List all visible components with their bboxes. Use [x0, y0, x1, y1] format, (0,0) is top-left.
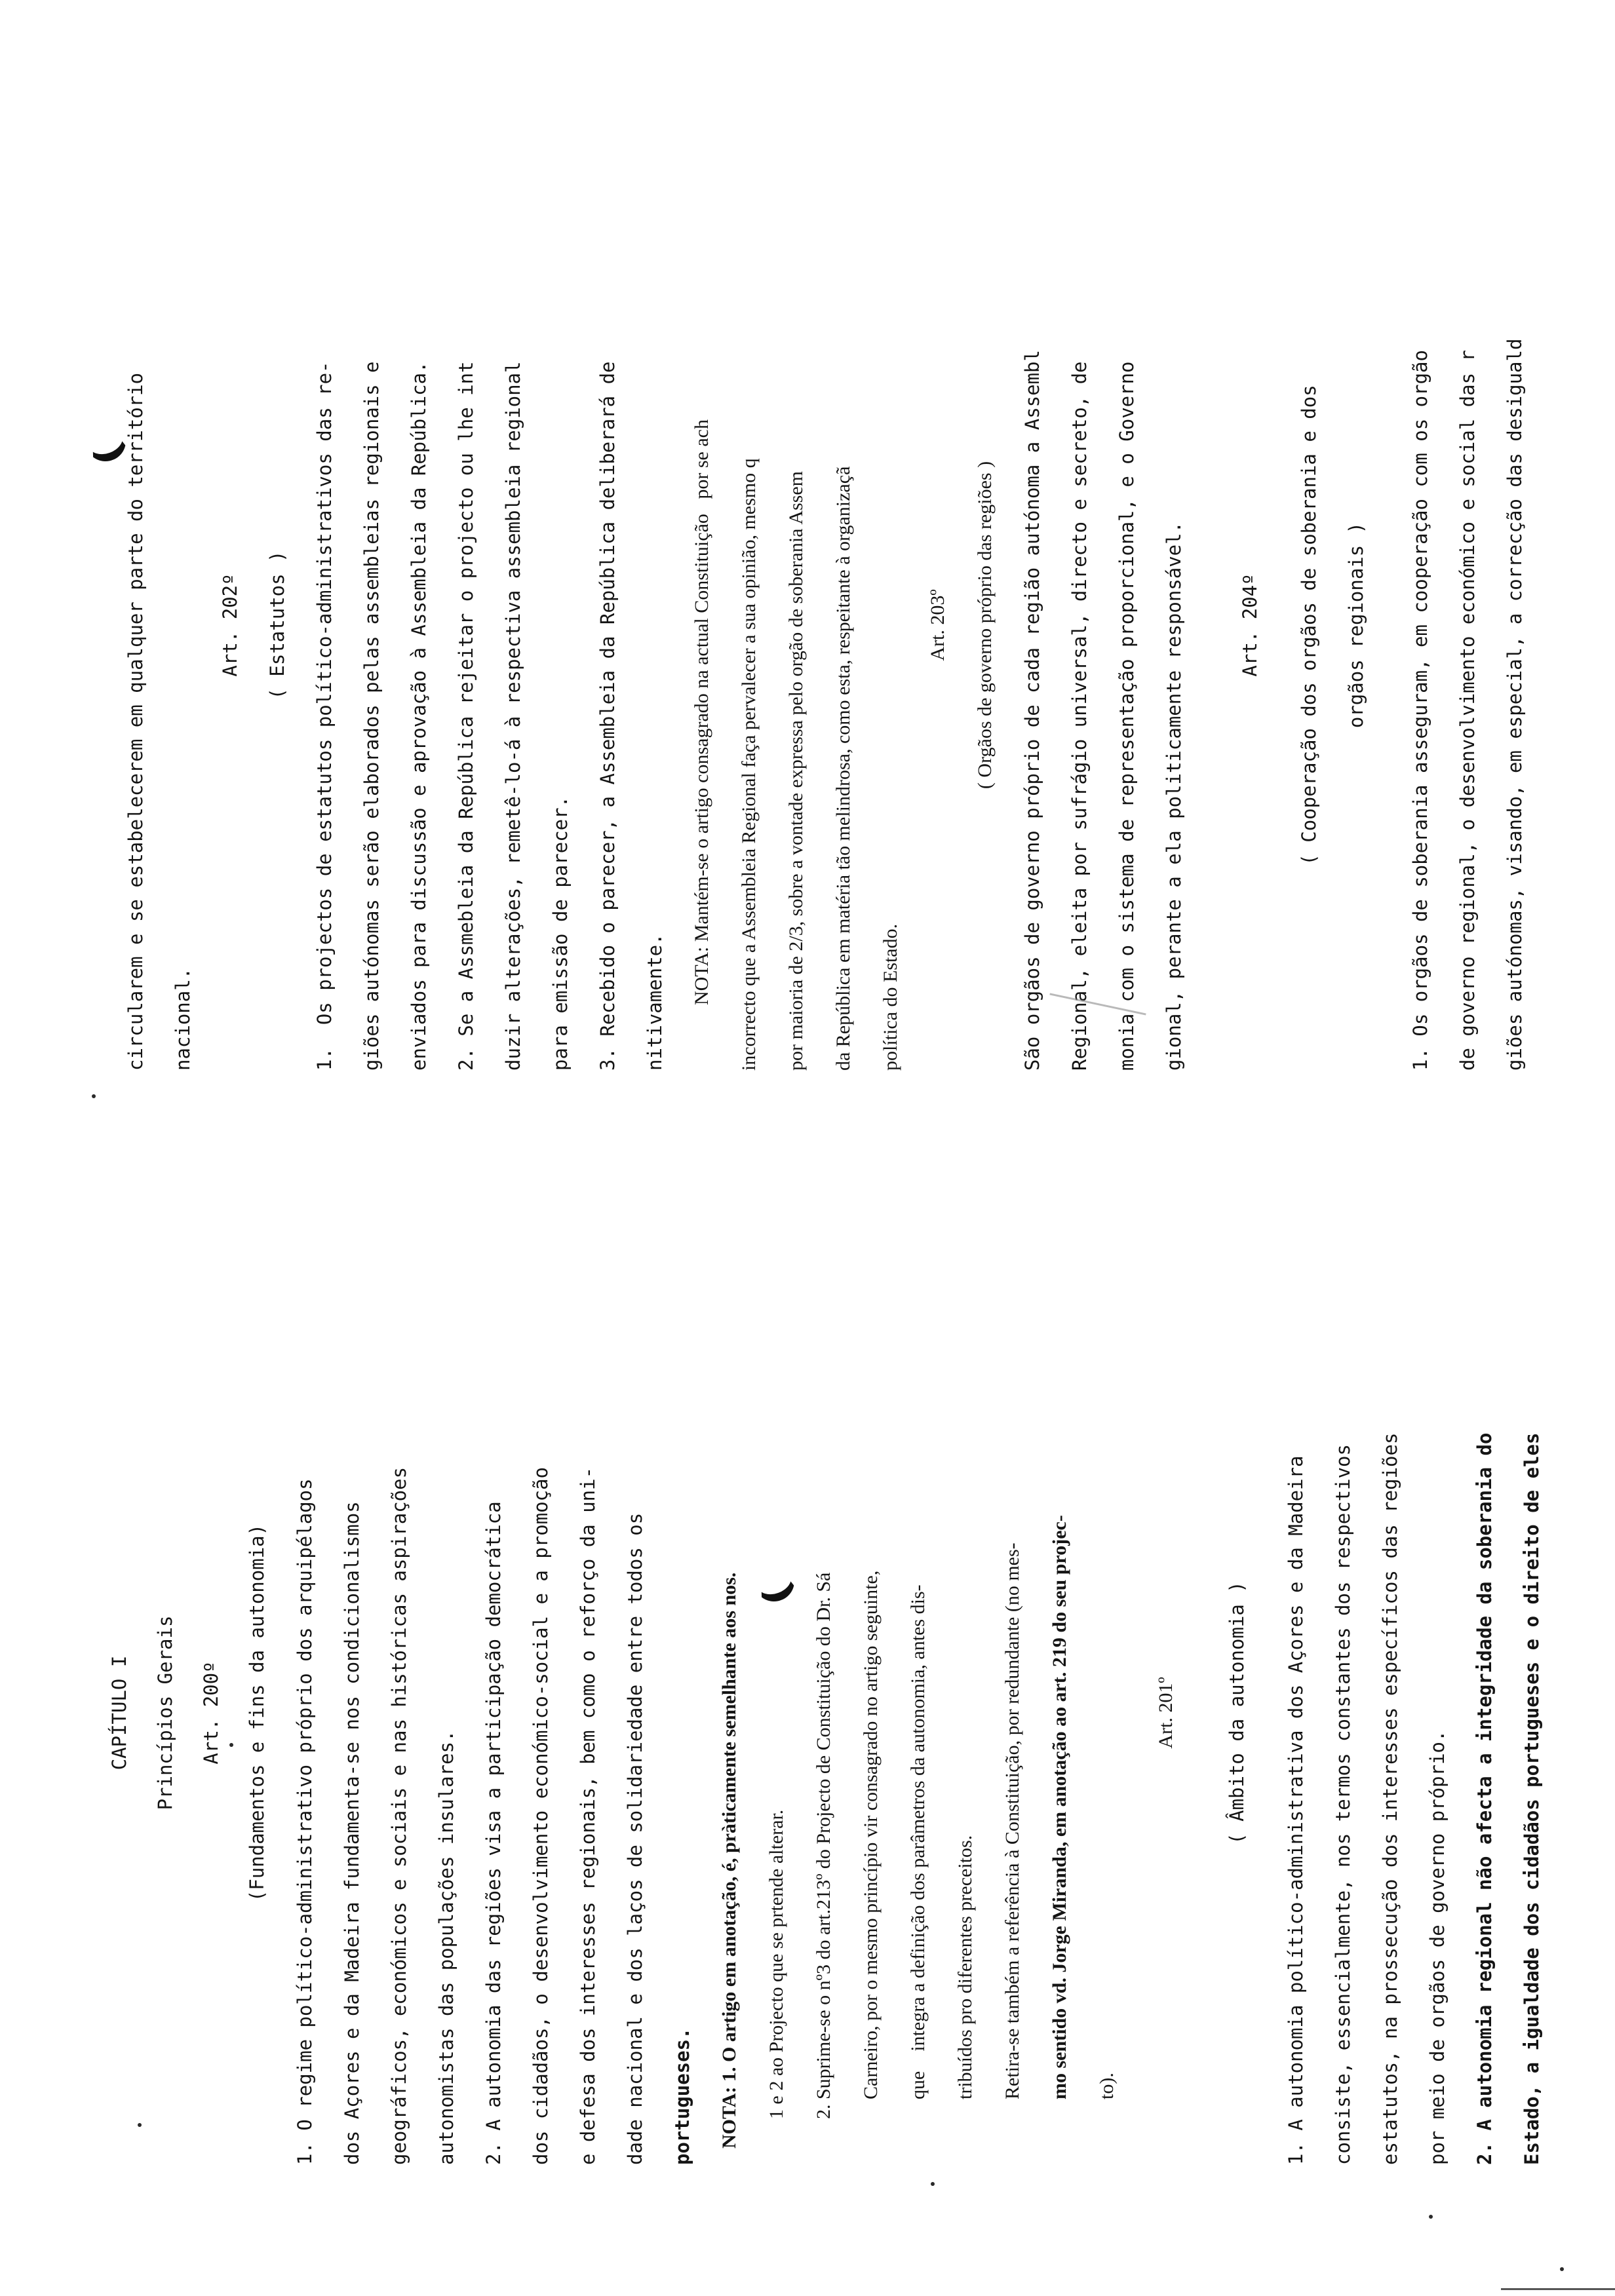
punch-hole-mark: [748, 1555, 800, 1607]
note-line: NOTA: Mantém-se o artigo consagrado na actual Constituição por se ach: [691, 419, 712, 1005]
article-subtitle: (Fundamentos e fins da autonomia): [246, 1523, 268, 1902]
article-text-line: São orgãos de governo próprio de cada região autónoma a Assembl: [1021, 350, 1043, 1071]
article-text-line: monia com o sistema de representação proporcional, e o Governo: [1116, 361, 1138, 1071]
note-line: Retira-se também a referência à Constituição, por redundante (no mes-: [1002, 1542, 1023, 2099]
article-text-line: 3. Recebido o parecer, a Assembleia da República deliberará de: [596, 361, 619, 1071]
article-heading: Art. 203º: [927, 589, 948, 661]
article-text-line: 1. Os projectos de estatutos político-administrativos das re-: [313, 361, 336, 1071]
article-text-line: enviados para discussão e aprovação à Assembleia da República.: [408, 361, 430, 1071]
continuation-line: nacional.: [172, 967, 194, 1071]
article-text-line: 2. A autonomia das regiões visa a participação democrática: [482, 1501, 505, 2165]
article-heading: Art. 202º: [219, 573, 241, 677]
article-text-line: duzir alterações, remetê-lo-á à respectiva assembleia regional: [502, 361, 524, 1071]
note-line: da República em matéria tão melindrosa, como esta, respeitante à organizaçã: [832, 466, 854, 1071]
scan-speck: [1560, 2267, 1564, 2271]
note-line: mo sentido vd. Jorge Miranda, em anotação ao art. 219 do seu projec-: [1049, 1515, 1070, 2099]
article-text-line: para emissão de parecer.: [549, 795, 572, 1071]
article-text-line: giões autónomas serão elaborados pelas assembleias regionais e: [360, 361, 383, 1071]
continuation-line: circularem e se estabelecerem em qualquer parte do território: [125, 372, 147, 1071]
scan-speck: [931, 2182, 935, 2186]
punch-hole-mark: [79, 415, 131, 467]
note-line: 1 e 2 ao Projecto que se prtende alterar.: [766, 1809, 787, 2119]
article-text-line: 1. O regime político-administrativo próprio dos arquipélagos: [294, 1478, 316, 2165]
note-line: NOTA: 1. O artigo em anotação, é, pràticamente semelhante aos nos.: [718, 1572, 740, 2149]
article-text-line: 1. A autonomia político-administrativa dos Açores e da Madeira: [1285, 1455, 1307, 2165]
scan-speck: [92, 1094, 96, 1098]
article-text-line: 2. Se a Assmebleia da República rejeitar o projecto ou lhe int: [455, 361, 477, 1071]
article-text-line: giões autónomas, visando, em especial, a correcção das desiguald: [1504, 338, 1526, 1071]
crop-edge-line: [1501, 2288, 1615, 2290]
article-text-line: portugueses.: [671, 2027, 693, 2165]
note-line: que integra a definição dos parâmetros da autonomia, antes dis-: [907, 1584, 929, 2099]
article-heading: Art. 200º: [200, 1661, 222, 1765]
article-text-line: dos cidadãos, o desenvolvimento económico-social e a promoção: [530, 1466, 552, 2165]
article-subtitle: orgãos regionais ): [1345, 522, 1367, 729]
article-text-line: Estado, a igualdade dos cidadãos portugueses e o direito de eles: [1521, 1432, 1543, 2165]
note-line: tribuídos pro diferentes preceitos.: [954, 1835, 976, 2099]
article-text-line: e defesa dos interesses regionais, bem como o reforço da uni-: [577, 1466, 599, 2165]
article-subtitle: ( Orgãos de governo próprio das regiões ): [974, 461, 996, 790]
article-text-line: consiste, essencialmente, nos termos constantes dos respectivos: [1332, 1444, 1354, 2165]
note-line: incorrecto que a Assembleia Regional faça pervalecer a sua opinião, mesmo q: [738, 458, 760, 1071]
note-line: Carneiro, por o mesmo princípio vir consagrado no artigo seguinte,: [860, 1570, 882, 2099]
scan-speck: [1429, 2215, 1433, 2219]
article-text-line: por meio de orgãos de governo próprio.: [1426, 1730, 1449, 2165]
article-text-line: autonomistas das populações insulares.: [435, 1730, 457, 2165]
left-page: [0, 1149, 1615, 2296]
note-line: 2. Suprime-se o nº3 do art.213º do Projecto de Constituição do Dr. Sá: [813, 1572, 834, 2119]
article-text-line: de governo regional, o desenvolvimento económico e social das r: [1456, 350, 1479, 1071]
scan-speck: [138, 2123, 142, 2127]
chapter-heading: CAPÍTULO I: [108, 1655, 130, 1770]
article-text-line: 1. Os orgãos de soberania asseguram, em cooperação com os orgão: [1409, 350, 1431, 1071]
article-subtitle: ( Estatutos ): [266, 550, 288, 700]
article-subtitle: ( Âmbito da autonomia ): [1226, 1581, 1248, 1845]
article-text-line: gional, perante a ela politicamente responsável.: [1163, 521, 1185, 1071]
note-line: por maioria de 2/3, sobre a vontade expressa pelo orgão de soberania Assem: [785, 471, 807, 1071]
article-text-line: Regional, eleita por sufrágio universal, directo e secreto, de: [1068, 361, 1091, 1071]
article-text-line: 2. A autonomia regional não afecta a integridade da soberania do: [1473, 1432, 1496, 2165]
scan-speck: [229, 1743, 233, 1747]
article-heading: Art. 201º: [1155, 1677, 1177, 1749]
article-text-line: estatutos, na prossecução dos interesses específicos das regiões: [1379, 1432, 1401, 2165]
section-heading: Princípios Gerais: [154, 1615, 176, 1810]
article-subtitle: ( Cooperação dos orgãos de soberania e dos: [1298, 385, 1320, 866]
note-line: política do Estado.: [880, 923, 901, 1071]
article-text-line: dos Açores e da Madeira fundamenta-se nos condicionalismos: [341, 1501, 363, 2165]
article-heading: Art. 204º: [1239, 573, 1261, 677]
article-text-line: geográficos, económicos e sociais e nas históricas aspirações: [388, 1466, 410, 2165]
note-line: to).: [1096, 2073, 1118, 2099]
article-text-line: dade nacional e dos laços de solidariedade entre todos os: [624, 1512, 646, 2165]
article-text-line: nitivamente.: [644, 933, 666, 1071]
